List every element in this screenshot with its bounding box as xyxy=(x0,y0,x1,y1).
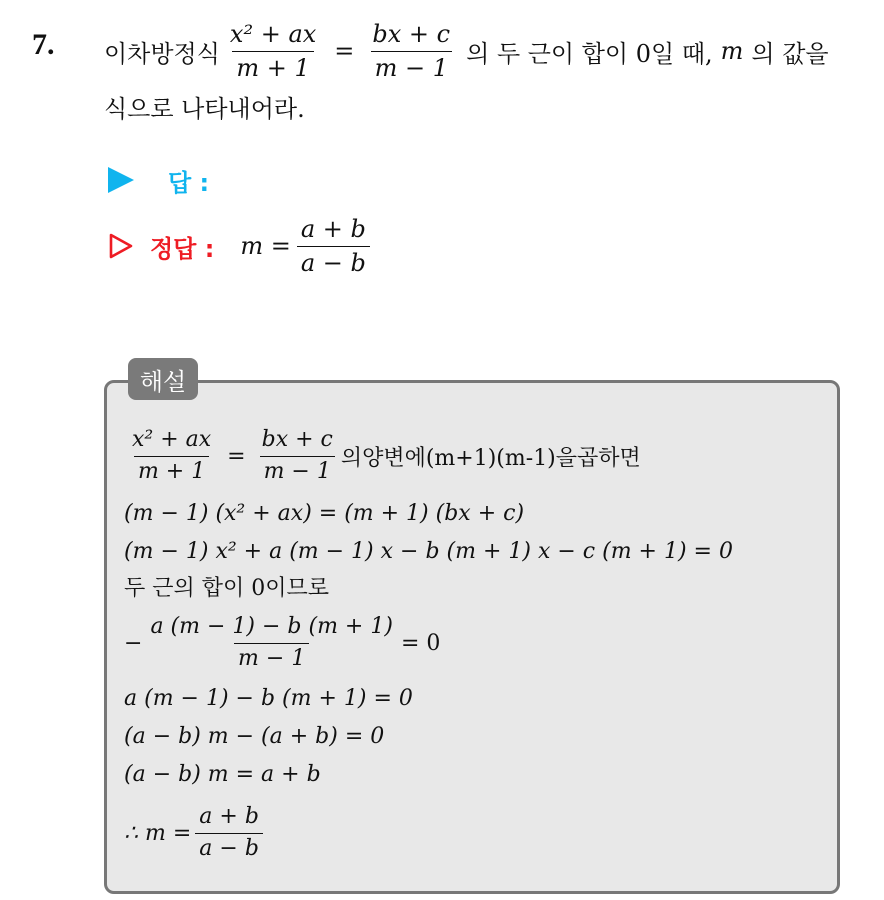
fraction-numerator: a + b xyxy=(199,804,259,830)
fraction-denominator: a − b xyxy=(195,833,263,861)
solution-line-1 xyxy=(124,420,641,492)
solution-line-9 xyxy=(124,798,267,868)
solution-fraction-right xyxy=(258,428,337,483)
answer-row xyxy=(108,160,209,200)
filled-triangle-icon xyxy=(108,167,134,193)
solution-line-8: (a − b) m = a + b xyxy=(124,761,321,787)
solution-fraction-left xyxy=(128,428,215,483)
fraction-denominator: m − 1 xyxy=(371,51,452,81)
fraction-numerator: x² + ax xyxy=(229,20,317,49)
question-suffix-a: 의 두 근이 합이 0일 때, xyxy=(466,39,713,68)
question-prefix: 이차방정식 xyxy=(104,39,220,68)
minus-sign: − xyxy=(124,630,143,656)
question-fraction-left xyxy=(226,21,320,81)
solution-line-4: 두 근의 합이 0이므로 xyxy=(124,575,329,601)
fraction-denominator: m − 1 xyxy=(260,456,335,484)
question-line-1 xyxy=(104,14,829,88)
correct-answer-row xyxy=(108,214,376,278)
solution-line-5-rhs: = 0 xyxy=(400,630,441,656)
question-suffix-b: 의 값을 xyxy=(751,39,829,68)
outline-triangle-icon xyxy=(108,233,134,259)
fraction-numerator: a (m − 1) − b (m + 1) xyxy=(150,614,393,640)
answer-label: 답 : xyxy=(168,168,210,197)
fraction-denominator: m − 1 xyxy=(234,643,309,671)
solution-final-fraction xyxy=(195,805,263,860)
correct-answer-lhs: m = xyxy=(240,232,291,260)
solution-line-5 xyxy=(124,608,440,678)
fraction-numerator: bx + c xyxy=(372,20,451,49)
solution-line-3: (m − 1) x² + a (m − 1) x − b (m + 1) x − c (m + 1) = 0 xyxy=(124,538,733,564)
question-number: 7. xyxy=(32,28,55,61)
solution-line-2: (m − 1) (x² + ax) = (m + 1) (bx + c) xyxy=(124,500,525,526)
therefore-lhs: ∴ m = xyxy=(124,820,192,846)
equals-sign: = xyxy=(334,37,355,65)
solution-line-1-text: 의양변에(m+1)(m-1)을곱하면 xyxy=(340,445,641,471)
fraction-numerator: a + b xyxy=(300,215,366,244)
question-fraction-right xyxy=(368,21,454,81)
solution-tab: 해설 xyxy=(128,358,198,400)
fraction-denominator: m + 1 xyxy=(134,456,209,484)
equals-sign: = xyxy=(227,443,246,469)
solution-line-7: (a − b) m − (a + b) = 0 xyxy=(124,723,385,749)
fraction-numerator: x² + ax xyxy=(132,427,212,453)
correct-answer-fraction xyxy=(297,216,370,276)
correct-answer-math xyxy=(240,216,376,276)
question-variable: m xyxy=(720,37,744,65)
correct-answer-label: 정답 : xyxy=(150,234,215,263)
question-line-2: 식으로 나타내어라. xyxy=(104,94,305,123)
solution-line-6: a (m − 1) − b (m + 1) = 0 xyxy=(124,685,413,711)
fraction-denominator: a − b xyxy=(297,246,370,276)
solution-fraction-sum xyxy=(146,615,397,670)
fraction-denominator: m + 1 xyxy=(232,51,313,81)
fraction-numerator: bx + c xyxy=(261,427,333,453)
